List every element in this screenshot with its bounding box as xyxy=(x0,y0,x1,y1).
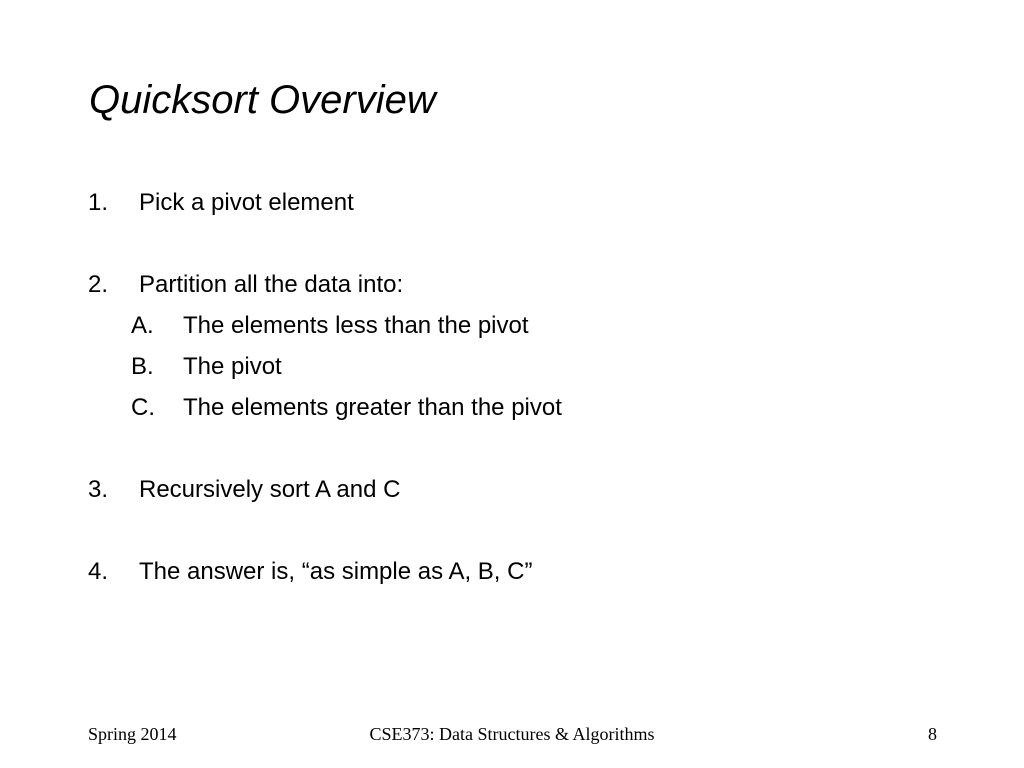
list-marker: 2. xyxy=(88,271,109,298)
sub-item-text: The elements less than the pivot xyxy=(183,312,529,339)
list-item-text: Recursively sort A and C xyxy=(139,476,401,503)
footer-course: CSE373: Data Structures & Algorithms xyxy=(369,724,655,744)
slide-title: Quicksort Overview xyxy=(89,78,436,122)
list-marker: 4. xyxy=(88,558,109,585)
sub-list-marker: C. xyxy=(131,394,155,421)
list-item-text: The answer is, “as simple as A, B, C” xyxy=(139,558,533,585)
slide-number: 8 xyxy=(928,724,937,744)
list-item-text: Pick a pivot element xyxy=(139,189,354,216)
sub-item-text: The pivot xyxy=(183,353,282,380)
list-marker: 3. xyxy=(88,476,109,503)
sub-list-marker: A. xyxy=(131,312,154,339)
list-marker: 1. xyxy=(88,189,109,216)
list-item-text: Partition all the data into: xyxy=(139,271,404,298)
footer-date: Spring 2014 xyxy=(88,724,177,744)
sub-item-text: The elements greater than the pivot xyxy=(183,394,562,421)
sub-list-marker: B. xyxy=(131,353,154,380)
